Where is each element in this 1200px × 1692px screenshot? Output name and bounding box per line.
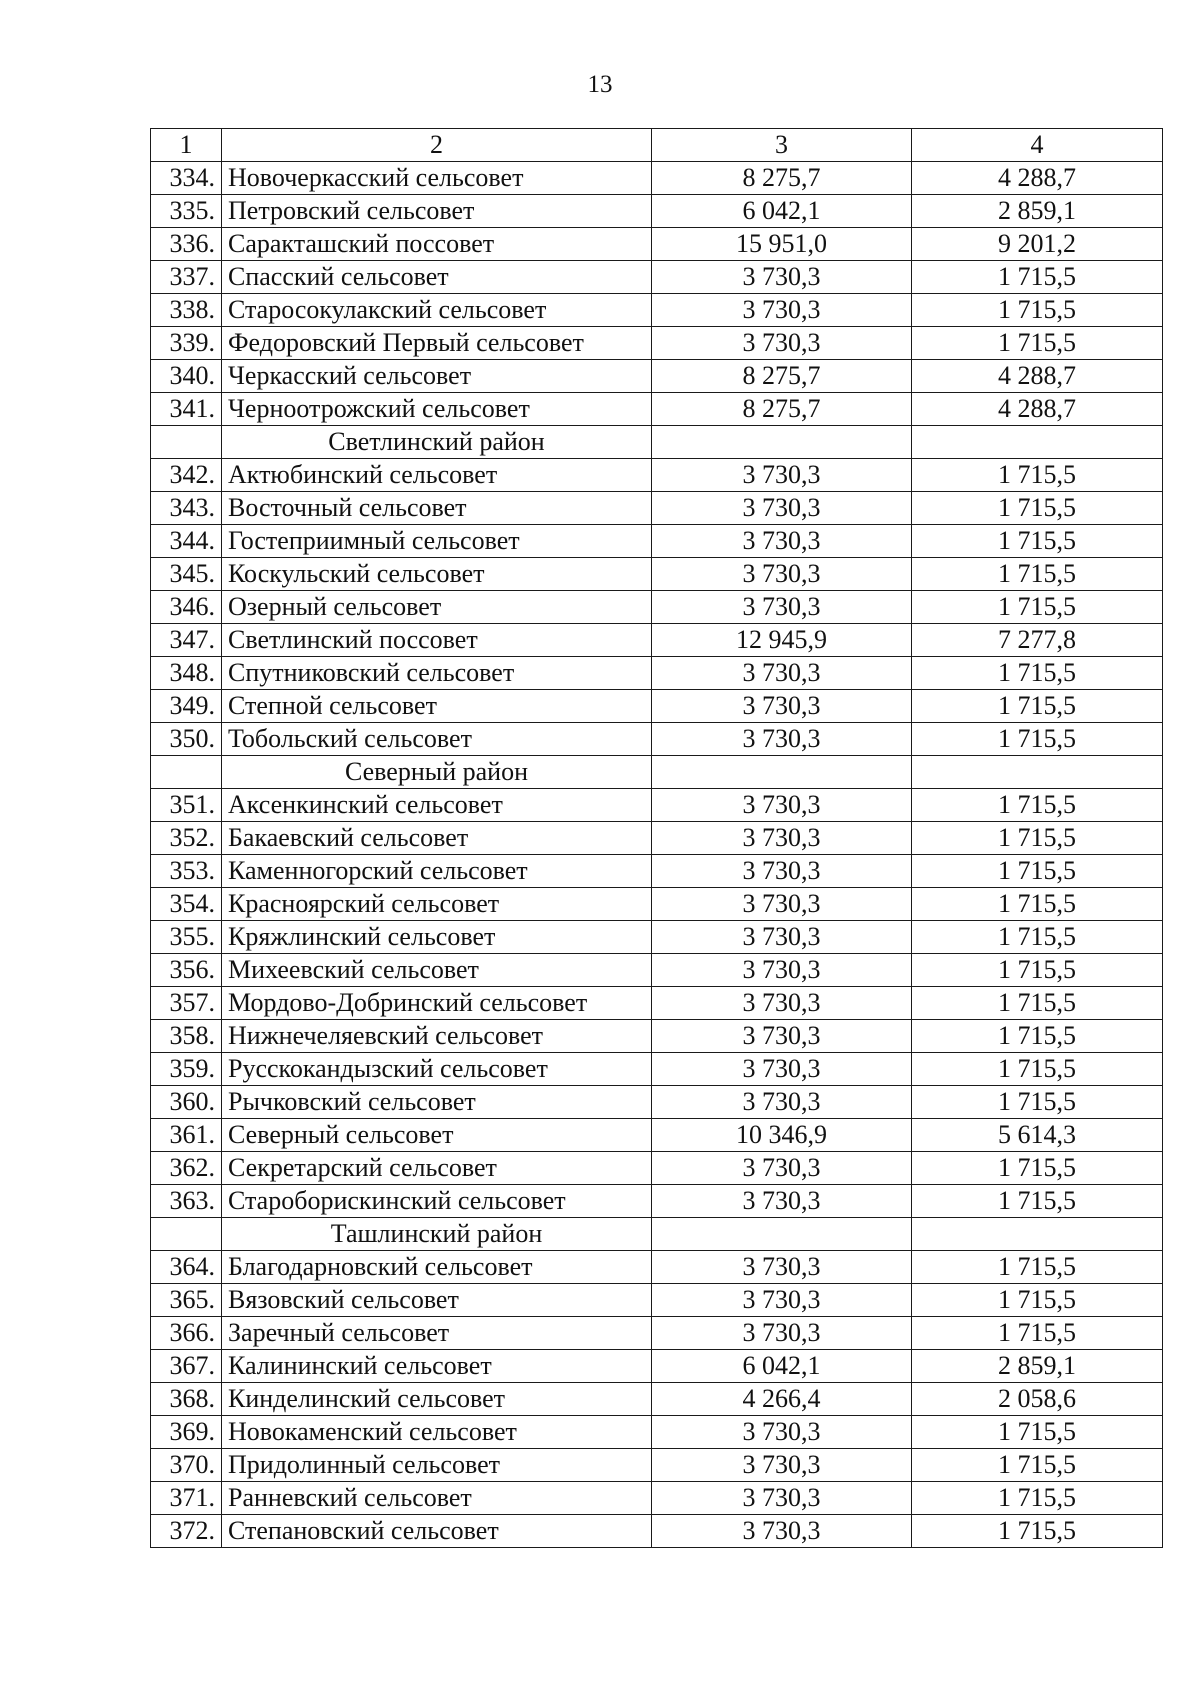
value-col-4: 1 715,5 [912, 954, 1163, 987]
municipality-name: Ранневский сельсовет [222, 1482, 652, 1515]
table-row [151, 1152, 1163, 1185]
value-col-4: 1 715,5 [912, 1152, 1163, 1185]
municipality-name: Петровский сельсовет [222, 195, 652, 228]
value-col-4: 1 715,5 [912, 987, 1163, 1020]
district-row [151, 756, 1163, 789]
district-value-4-cell [912, 426, 1163, 459]
value-col-3: 3 730,3 [652, 855, 912, 888]
value-col-4: 1 715,5 [912, 1515, 1163, 1548]
value-col-3: 3 730,3 [652, 1317, 912, 1350]
table-row [151, 723, 1163, 756]
table-row [151, 921, 1163, 954]
table-row [151, 492, 1163, 525]
row-number: 351. [151, 789, 222, 822]
municipality-name: Черкасский сельсовет [222, 360, 652, 393]
municipality-name: Нижнечеляевский сельсовет [222, 1020, 652, 1053]
table-row [151, 228, 1163, 261]
header-col-2: 2 [222, 129, 652, 162]
value-col-3: 3 730,3 [652, 723, 912, 756]
municipality-name: Черноотрожский сельсовет [222, 393, 652, 426]
table-row [151, 558, 1163, 591]
row-number: 367. [151, 1350, 222, 1383]
header-col-3: 3 [652, 129, 912, 162]
value-col-3: 3 730,3 [652, 1449, 912, 1482]
municipality-name: Вязовский сельсовет [222, 1284, 652, 1317]
municipality-name: Спасский сельсовет [222, 261, 652, 294]
page-number: 13 [587, 71, 613, 98]
municipality-name: Озерный сельсовет [222, 591, 652, 624]
value-col-3: 15 951,0 [652, 228, 912, 261]
value-col-4: 1 715,5 [912, 1317, 1163, 1350]
district-value-3-cell [652, 756, 912, 789]
municipality-name: Кряжлинский сельсовет [222, 921, 652, 954]
value-col-3: 3 730,3 [652, 525, 912, 558]
municipality-name: Каменногорский сельсовет [222, 855, 652, 888]
row-number: 356. [151, 954, 222, 987]
table-row [151, 1119, 1163, 1152]
table-row [151, 294, 1163, 327]
value-col-4: 2 859,1 [912, 195, 1163, 228]
municipality-name: Секретарский сельсовет [222, 1152, 652, 1185]
value-col-4: 4 288,7 [912, 162, 1163, 195]
value-col-3: 3 730,3 [652, 1416, 912, 1449]
municipality-name: Восточный сельсовет [222, 492, 652, 525]
municipality-name: Новокаменский сельсовет [222, 1416, 652, 1449]
table-row [151, 1317, 1163, 1350]
row-number: 355. [151, 921, 222, 954]
row-number: 348. [151, 657, 222, 690]
table-row [151, 690, 1163, 723]
value-col-4: 1 715,5 [912, 1020, 1163, 1053]
municipality-name: Аксенкинский сельсовет [222, 789, 652, 822]
value-col-3: 6 042,1 [652, 1350, 912, 1383]
table-row [151, 195, 1163, 228]
row-number: 358. [151, 1020, 222, 1053]
value-col-4: 1 715,5 [912, 822, 1163, 855]
table-row [151, 327, 1163, 360]
table-row [151, 789, 1163, 822]
municipality-name: Калининский сельсовет [222, 1350, 652, 1383]
value-col-4: 7 277,8 [912, 624, 1163, 657]
district-value-3-cell [652, 1218, 912, 1251]
value-col-3: 3 730,3 [652, 1086, 912, 1119]
value-col-3: 4 266,4 [652, 1383, 912, 1416]
value-col-3: 12 945,9 [652, 624, 912, 657]
value-col-3: 10 346,9 [652, 1119, 912, 1152]
value-col-3: 8 275,7 [652, 393, 912, 426]
table-row [151, 1383, 1163, 1416]
value-col-3: 3 730,3 [652, 954, 912, 987]
row-number: 365. [151, 1284, 222, 1317]
value-col-3: 3 730,3 [652, 789, 912, 822]
value-col-3: 6 042,1 [652, 195, 912, 228]
table-row [151, 624, 1163, 657]
row-number: 335. [151, 195, 222, 228]
municipality-name: Северный сельсовет [222, 1119, 652, 1152]
district-row [151, 1218, 1163, 1251]
row-number: 342. [151, 459, 222, 492]
row-number: 357. [151, 987, 222, 1020]
table-row [151, 1482, 1163, 1515]
header-col-4: 4 [912, 129, 1163, 162]
value-col-4: 1 715,5 [912, 1251, 1163, 1284]
value-col-4: 1 715,5 [912, 492, 1163, 525]
row-number: 343. [151, 492, 222, 525]
row-number: 362. [151, 1152, 222, 1185]
value-col-4: 2 058,6 [912, 1383, 1163, 1416]
value-col-3: 3 730,3 [652, 1284, 912, 1317]
table-row [151, 1350, 1163, 1383]
table-row [151, 360, 1163, 393]
value-col-4: 1 715,5 [912, 294, 1163, 327]
district-value-3-cell [652, 426, 912, 459]
table-row [151, 954, 1163, 987]
municipality-name: Степановский сельсовет [222, 1515, 652, 1548]
row-number: 340. [151, 360, 222, 393]
value-col-3: 3 730,3 [652, 1020, 912, 1053]
value-col-4: 5 614,3 [912, 1119, 1163, 1152]
municipality-name: Русскокандызский сельсовет [222, 1053, 652, 1086]
row-number: 347. [151, 624, 222, 657]
municipality-name: Заречный сельсовет [222, 1317, 652, 1350]
municipality-name: Актюбинский сельсовет [222, 459, 652, 492]
municipality-name: Степной сельсовет [222, 690, 652, 723]
district-num-cell [151, 1218, 222, 1251]
value-col-4: 2 859,1 [912, 1350, 1163, 1383]
value-col-3: 3 730,3 [652, 822, 912, 855]
table-row [151, 1020, 1163, 1053]
row-number: 349. [151, 690, 222, 723]
table-row [151, 855, 1163, 888]
value-col-4: 1 715,5 [912, 327, 1163, 360]
row-number: 339. [151, 327, 222, 360]
value-col-3: 3 730,3 [652, 327, 912, 360]
row-number: 364. [151, 1251, 222, 1284]
district-name: Светлинский район [222, 426, 652, 459]
municipality-name: Бакаевский сельсовет [222, 822, 652, 855]
municipality-name: Коскульский сельсовет [222, 558, 652, 591]
value-col-3: 3 730,3 [652, 987, 912, 1020]
value-col-4: 4 288,7 [912, 360, 1163, 393]
value-col-3: 3 730,3 [652, 1482, 912, 1515]
value-col-3: 3 730,3 [652, 1251, 912, 1284]
municipality-name: Гостеприимный сельсовет [222, 525, 652, 558]
value-col-4: 1 715,5 [912, 1284, 1163, 1317]
table-row [151, 1449, 1163, 1482]
value-col-4: 1 715,5 [912, 888, 1163, 921]
value-col-3: 3 730,3 [652, 459, 912, 492]
municipality-name: Мордово-Добринский сельсовет [222, 987, 652, 1020]
value-col-3: 3 730,3 [652, 558, 912, 591]
table-row [151, 1284, 1163, 1317]
table-row [151, 1515, 1163, 1548]
municipality-name: Светлинский поссовет [222, 624, 652, 657]
table-row [151, 393, 1163, 426]
row-number: 334. [151, 162, 222, 195]
row-number: 359. [151, 1053, 222, 1086]
municipality-name: Михеевский сельсовет [222, 954, 652, 987]
table-row [151, 591, 1163, 624]
value-col-4: 1 715,5 [912, 1449, 1163, 1482]
district-name: Северный район [222, 756, 652, 789]
value-col-3: 8 275,7 [652, 162, 912, 195]
table-row [151, 1053, 1163, 1086]
municipality-name: Красноярский сельсовет [222, 888, 652, 921]
value-col-4: 1 715,5 [912, 1416, 1163, 1449]
municipal-table [150, 128, 1163, 1548]
table-body [151, 129, 1163, 1548]
table-row [151, 162, 1163, 195]
row-number: 363. [151, 1185, 222, 1218]
district-num-cell [151, 756, 222, 789]
value-col-4: 1 715,5 [912, 921, 1163, 954]
municipality-name: Спутниковский сельсовет [222, 657, 652, 690]
row-number: 352. [151, 822, 222, 855]
row-number: 368. [151, 1383, 222, 1416]
district-row [151, 426, 1163, 459]
value-col-3: 3 730,3 [652, 1185, 912, 1218]
municipality-name: Старосокулакский сельсовет [222, 294, 652, 327]
row-number: 354. [151, 888, 222, 921]
row-number: 369. [151, 1416, 222, 1449]
row-number: 345. [151, 558, 222, 591]
value-col-4: 1 715,5 [912, 459, 1163, 492]
value-col-3: 3 730,3 [652, 1515, 912, 1548]
row-number: 337. [151, 261, 222, 294]
row-number: 360. [151, 1086, 222, 1119]
table-row [151, 525, 1163, 558]
row-number: 344. [151, 525, 222, 558]
value-col-4: 1 715,5 [912, 855, 1163, 888]
row-number: 361. [151, 1119, 222, 1152]
table-row [151, 657, 1163, 690]
value-col-4: 1 715,5 [912, 1053, 1163, 1086]
value-col-4: 1 715,5 [912, 723, 1163, 756]
row-number: 371. [151, 1482, 222, 1515]
value-col-3: 3 730,3 [652, 657, 912, 690]
value-col-3: 3 730,3 [652, 888, 912, 921]
row-number: 372. [151, 1515, 222, 1548]
district-value-4-cell [912, 756, 1163, 789]
value-col-3: 8 275,7 [652, 360, 912, 393]
header-col-1: 1 [151, 129, 222, 162]
row-number: 341. [151, 393, 222, 426]
value-col-4: 1 715,5 [912, 789, 1163, 822]
municipality-name: Новочеркасский сельсовет [222, 162, 652, 195]
table-row [151, 1086, 1163, 1119]
value-col-3: 3 730,3 [652, 1152, 912, 1185]
value-col-3: 3 730,3 [652, 921, 912, 954]
row-number: 370. [151, 1449, 222, 1482]
municipality-name: Федоровский Первый сельсовет [222, 327, 652, 360]
value-col-3: 3 730,3 [652, 690, 912, 723]
table-row [151, 459, 1163, 492]
table-row [151, 1185, 1163, 1218]
value-col-3: 3 730,3 [652, 591, 912, 624]
value-col-4: 1 715,5 [912, 261, 1163, 294]
table-row [151, 1251, 1163, 1284]
row-number: 366. [151, 1317, 222, 1350]
value-col-4: 1 715,5 [912, 591, 1163, 624]
row-number: 353. [151, 855, 222, 888]
value-col-4: 1 715,5 [912, 558, 1163, 591]
district-name: Ташлинский район [222, 1218, 652, 1251]
table-row [151, 888, 1163, 921]
value-col-3: 3 730,3 [652, 294, 912, 327]
district-value-4-cell [912, 1218, 1163, 1251]
row-number: 350. [151, 723, 222, 756]
value-col-4: 1 715,5 [912, 690, 1163, 723]
municipality-name: Саракташский поссовет [222, 228, 652, 261]
table-header-row [151, 129, 1163, 162]
table-row [151, 1416, 1163, 1449]
value-col-4: 1 715,5 [912, 1185, 1163, 1218]
municipality-name: Благодарновский сельсовет [222, 1251, 652, 1284]
row-number: 336. [151, 228, 222, 261]
value-col-4: 1 715,5 [912, 525, 1163, 558]
municipality-name: Рычковский сельсовет [222, 1086, 652, 1119]
value-col-3: 3 730,3 [652, 261, 912, 294]
value-col-4: 4 288,7 [912, 393, 1163, 426]
municipality-name: Кинделинский сельсовет [222, 1383, 652, 1416]
table-row [151, 261, 1163, 294]
value-col-3: 3 730,3 [652, 1053, 912, 1086]
municipality-name: Придолинный сельсовет [222, 1449, 652, 1482]
value-col-4: 1 715,5 [912, 657, 1163, 690]
municipality-name: Тобольский сельсовет [222, 723, 652, 756]
district-num-cell [151, 426, 222, 459]
row-number: 338. [151, 294, 222, 327]
table-row [151, 987, 1163, 1020]
value-col-4: 1 715,5 [912, 1086, 1163, 1119]
value-col-3: 3 730,3 [652, 492, 912, 525]
value-col-4: 1 715,5 [912, 1482, 1163, 1515]
municipality-name: Староборискинский сельсовет [222, 1185, 652, 1218]
value-col-4: 9 201,2 [912, 228, 1163, 261]
row-number: 346. [151, 591, 222, 624]
table-row [151, 822, 1163, 855]
